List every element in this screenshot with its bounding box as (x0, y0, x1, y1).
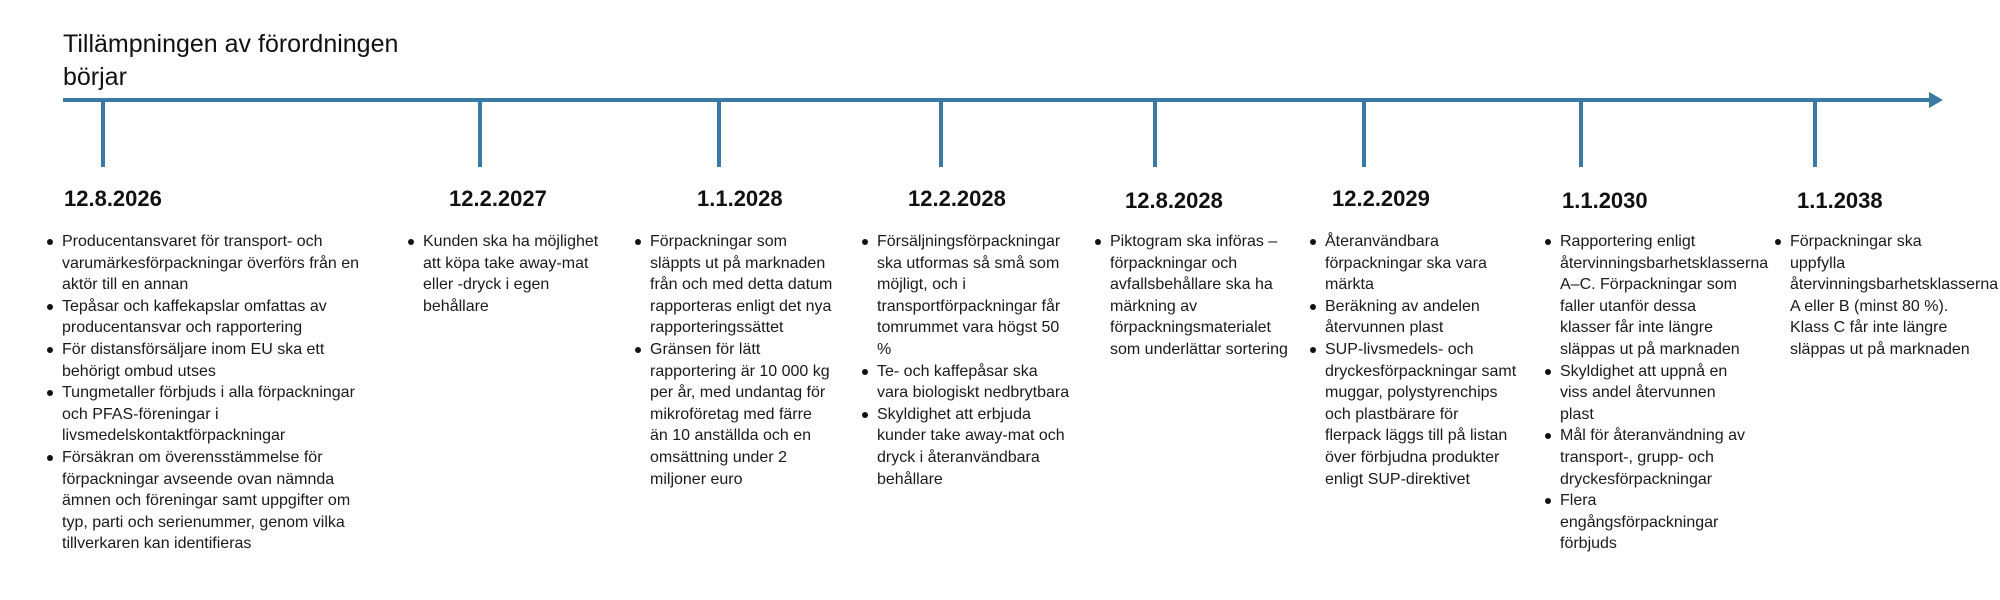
milestone-date: 1.1.2028 (697, 186, 783, 211)
list-item: Skyldighet att erbjuda kunder take away-mat och dryck i återanvändbara behållare (877, 404, 1070, 490)
timeline-tick (101, 100, 105, 167)
list-item: Tungmetaller förbjuds i alla förpackningar och PFAS-föreningar i livsmedelskontaktförpackningar (62, 382, 375, 447)
milestone-details (406, 231, 606, 317)
list-item: För distansförsäljare inom EU ska ett behörigt ombud utses (62, 339, 375, 382)
timeline-tick (717, 100, 721, 167)
list-item: Förpackningar ska uppfylla återvinningsbarhetsklasserna A eller B (minst 80 %). Klass C får inte längre släppas ut på marknaden (1790, 231, 1973, 361)
list-item: Förpackningar som släppts ut på marknaden från och med detta datum rapporteras enligt det nya rapporteringssättet (650, 231, 833, 339)
milestone-details (1773, 231, 1999, 361)
milestone-details (1543, 231, 1769, 555)
milestone-details (860, 231, 1070, 490)
milestone-list (1543, 231, 1769, 555)
milestone-details (45, 231, 375, 555)
list-item: Gränsen för lätt rapportering är 10 000 kg per år, med undantag för mikroföretag med färre än 10 anställda och en omsättning under 2 miljoner euro (650, 339, 833, 490)
milestone-list (45, 231, 375, 555)
milestone-date: 12.2.2027 (449, 186, 547, 211)
milestone-list (1773, 231, 1999, 361)
milestone-list (633, 231, 833, 490)
list-item: Kunden ska ha möjlighet att köpa take away-mat eller -dryck i egen behållare (423, 231, 606, 317)
milestone-date: 12.8.2028 (1125, 188, 1223, 213)
milestone-date: 12.8.2026 (64, 186, 162, 211)
milestone-details (1308, 231, 1518, 490)
timeline-tick (1362, 100, 1366, 167)
list-item: Flera engångsförpackningar förbjuds (1560, 490, 1748, 555)
milestone-date: 12.2.2028 (908, 186, 1006, 211)
timeline-tick (478, 100, 482, 167)
milestone-date: 12.2.2029 (1332, 186, 1430, 211)
arrow-right-icon (1929, 92, 1943, 108)
list-item: Piktogram ska införas – förpackningar och avfallsbehållare ska ha märkning av förpackningsmaterialet som underlättar sortering (1110, 231, 1298, 361)
timeline-title: Tillämpningen av förordningen börjar (63, 30, 399, 91)
milestone-list (1093, 231, 1298, 361)
list-item: Skyldighet att uppnå en viss andel återvunnen plast (1560, 361, 1748, 426)
list-item: Rapportering enligt återvinningsbarhetsklasserna A–C. Förpackningar som faller utanför dessa klasser får inte längre släppas ut på marknaden (1560, 231, 1748, 361)
timeline-tick (1579, 100, 1583, 167)
milestone-list (1308, 231, 1518, 490)
list-item: Återanvändbara förpackningar ska vara märkta (1325, 231, 1518, 296)
milestone-date: 1.1.2030 (1562, 188, 1648, 213)
milestone-details (1093, 231, 1298, 361)
list-item: Tepåsar och kaffekapslar omfattas av producentansvar och rapportering (62, 296, 375, 339)
timeline-tick (1813, 100, 1817, 167)
list-item: SUP-livsmedels- och dryckesförpackningar samt muggar, polystyrenchips och plastbärare för flerpack läggs till på listan över förbjudna produkter enligt SUP-direktivet (1325, 339, 1518, 490)
milestone-list (406, 231, 606, 317)
timeline-tick (1153, 100, 1157, 167)
timeline-axis (63, 98, 1933, 102)
list-item: Mål för återanvändning av transport-, grupp- och dryckesförpackningar (1560, 425, 1748, 490)
list-item: Försäkran om överensstämmelse för förpackningar avseende ovan nämnda ämnen och föreningar samt uppgifter om typ, parti och serienummer, genom vilka tillverkaren kan identifieras (62, 447, 375, 555)
list-item: Te- och kaffepåsar ska vara biologiskt nedbrytbara (877, 361, 1070, 404)
list-item: Producentansvaret för transport- och varumärkesförpackningar överförs från en aktör till en annan (62, 231, 375, 296)
timeline-tick (939, 100, 943, 167)
milestone-date: 1.1.2038 (1797, 188, 1883, 213)
milestone-details (633, 231, 833, 490)
list-item: Försäljningsförpackningar ska utformas så små som möjligt, och i transportförpackningar får tomrummet vara högst 50 % (877, 231, 1070, 361)
list-item: Beräkning av andelen återvunnen plast (1325, 296, 1518, 339)
milestone-list (860, 231, 1070, 490)
